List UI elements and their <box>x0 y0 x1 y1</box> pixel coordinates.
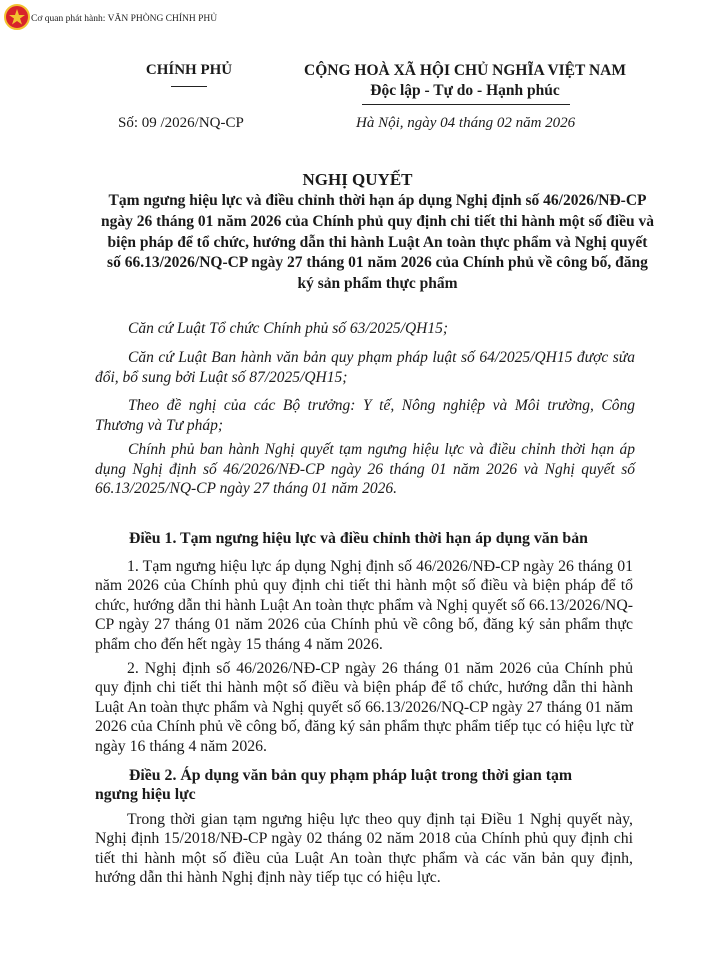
clause-text: 1. Tạm ngưng hiệu lực áp dụng Nghị định số 46/2026/NĐ-CP ngày 26 tháng 01 năm 2026 của Chính phủ quy định chi tiết thi hành một số điều và biện pháp để tổ chức, hướng dẫn thi hành Luật An toàn thực phẩm và Nghị quyết số 66.13/2026/NQ-CP ngày 27 tháng 01 năm 2026 của Chính phủ về công bố, đăng ký sản phẩm thực phẩm cho đến hết ngày 15 tháng 4 năm 2026. <box>95 558 633 653</box>
issuer-underline <box>171 86 207 87</box>
issuer-bar <box>0 0 715 36</box>
issuer-name: CHÍNH PHỦ <box>145 62 233 78</box>
document-type: NGHỊ QUYẾT <box>302 170 413 189</box>
legal-basis-item <box>95 440 635 499</box>
legal-basis-item <box>95 319 635 339</box>
article-1-clause-2 <box>95 659 633 756</box>
national-title: CỘNG HOÀ XÃ HỘI CHỦ NGHĨA VIỆT NAM <box>304 62 626 79</box>
legal-basis-item <box>95 396 635 435</box>
legal-basis-text: Chính phủ ban hành Nghị quyết tạm ngưng hiệu lực và điều chỉnh thời hạn áp dụng Nghị định số 46/2026/NĐ-CP ngày 26 tháng 01 năm 2026 và Nghị quyết số 66.13/2025/NQ-CP ngày 27 tháng 01 năm 2026. <box>95 441 635 497</box>
article-2-title-line-2: ngưng hiệu lực <box>95 786 196 803</box>
article-1-title: Điều 1. Tạm ngưng hiệu lực và điều chỉnh thời hạn áp dụng văn bản <box>129 530 588 547</box>
national-motto: Độc lập - Tự do - Hạnh phúc <box>370 82 560 99</box>
issuer-text: Cơ quan phát hành: VĂN PHÒNG CHÍNH PHỦ <box>31 14 218 24</box>
document-subject: Tạm ngưng hiệu lực và điều chỉnh thời hạn áp dụng Nghị định số 46/2026/NĐ-CP ngày 26 tháng 01 năm 2026 của Chính phủ quy định chi tiết thi hành một số điều và biện pháp để tổ chức, hướng dẫn thi hành Luật An toàn thực phẩm và Nghị quyết số 66.13/2026/NQ-CP ngày 27 tháng 01 năm 2026 của Chính phủ về công bố, đăng ký sản phẩm thực phẩm <box>101 192 654 293</box>
legal-basis-item <box>95 348 635 387</box>
paragraph-text: Trong thời gian tạm ngưng hiệu lực theo quy định tại Điều 1 Nghị quyết này, Nghị định 15/2018/NĐ-CP ngày 02 tháng 02 năm 2018 của Chính phủ quy định chi tiết thi hành một số điều của Luật An toàn thực phẩm và các văn bản quy định, hướng dẫn thi hành Nghị định này tiếp tục có hiệu lực. <box>95 811 633 887</box>
motto-underline <box>362 104 570 105</box>
legal-basis-text: Căn cứ Luật Tổ chức Chính phủ số 63/2025/QH15; <box>128 320 449 337</box>
national-emblem-icon <box>4 4 30 30</box>
place-date: Hà Nội, ngày 04 tháng 02 năm 2026 <box>356 115 576 131</box>
article-2-paragraph <box>95 810 633 888</box>
legal-basis-text: Căn cứ Luật Ban hành văn bản quy phạm pháp luật số 64/2025/QH15 được sửa đổi, bổ sung bởi Luật số 87/2025/QH15; <box>95 349 635 386</box>
document-number: Số: 09 /2026/NQ-CP <box>118 115 244 131</box>
article-2-title-line-1: Điều 2. Áp dụng văn bản quy phạm pháp luật trong thời gian tạm <box>129 767 573 784</box>
article-1-clause-1 <box>95 557 633 654</box>
legal-basis-text: Theo đề nghị của các Bộ trưởng: Y tế, Nông nghiệp và Môi trường, Công Thương và Tư pháp; <box>95 397 635 434</box>
clause-text: 2. Nghị định số 46/2026/NĐ-CP ngày 26 tháng 01 năm 2026 của Chính phủ quy định chi tiết thi hành một số điều và biện pháp để tổ chức, hướng dẫn thi hành Luật An toàn thực phẩm và Nghị quyết số 66.13/2026/NQ-CP ngày 27 tháng 01 năm 2026 của Chính phủ về công bố, đăng ký sản phẩm thực phẩm tiếp tục có hiệu lực từ ngày 16 tháng 4 năm 2026. <box>95 660 633 755</box>
